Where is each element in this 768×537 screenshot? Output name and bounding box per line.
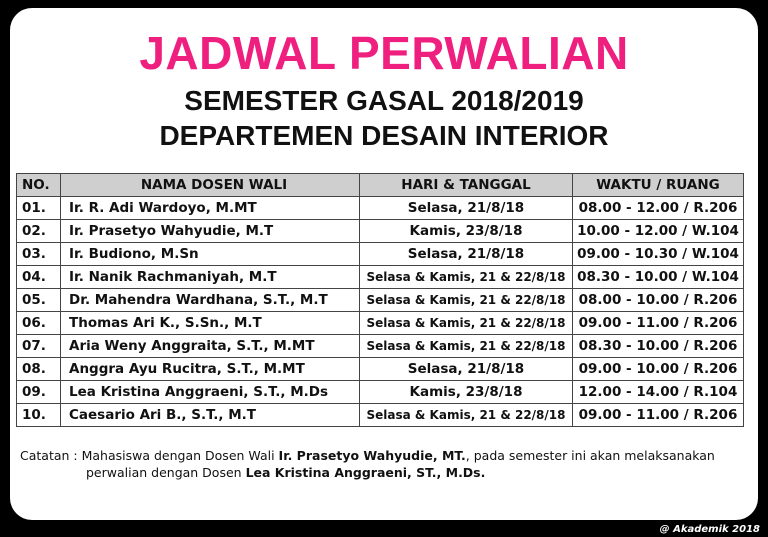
- table-row: [17, 197, 744, 220]
- table-row: [17, 312, 744, 335]
- cell-day: Selasa, 21/8/18: [360, 197, 573, 220]
- header-no: NO.: [17, 174, 61, 197]
- cell-day: Selasa & Kamis, 21 & 22/8/18: [360, 335, 573, 358]
- note-text-1: Mahasiswa dengan Dosen Wali: [81, 448, 279, 463]
- table-row: [17, 358, 744, 381]
- note-block: [20, 447, 740, 481]
- cell-no: 05.: [17, 289, 61, 312]
- cell-no: 06.: [17, 312, 61, 335]
- cell-day: Kamis, 23/8/18: [360, 381, 573, 404]
- cell-no: 04.: [17, 266, 61, 289]
- cell-no: 10.: [17, 404, 61, 427]
- header-name: NAMA DOSEN WALI: [61, 174, 360, 197]
- cell-name: Aria Weny Anggraita, S.T., M.MT: [61, 335, 360, 358]
- cell-time: 10.00 - 12.00 / W.104: [573, 220, 744, 243]
- note-bold-2: Lea Kristina Anggraeni, ST., M.Ds.: [245, 465, 486, 480]
- department-subtitle: DEPARTEMEN DESAIN INTERIOR: [159, 120, 609, 151]
- cell-no: 08.: [17, 358, 61, 381]
- cell-name: Ir. R. Adi Wardoyo, M.MT: [61, 197, 360, 220]
- cell-time: 08.00 - 10.00 / R.206: [573, 289, 744, 312]
- cell-no: 03.: [17, 243, 61, 266]
- cell-name: Ir. Prasetyo Wahyudie, M.T: [61, 220, 360, 243]
- table-row: [17, 381, 744, 404]
- cell-name: Thomas Ari K., S.Sn., M.T: [61, 312, 360, 335]
- cell-day: Selasa & Kamis, 21 & 22/8/18: [360, 404, 573, 427]
- cell-name: Caesario Ari B., S.T., M.T: [61, 404, 360, 427]
- table-row: [17, 289, 744, 312]
- note-label: Catatan :: [20, 448, 78, 463]
- cell-time: 09.00 - 10.00 / R.206: [573, 358, 744, 381]
- poster-frame: [10, 8, 758, 520]
- cell-day: Kamis, 23/8/18: [360, 220, 573, 243]
- page-title: JADWAL PERWALIAN: [139, 27, 629, 79]
- cell-no: 07.: [17, 335, 61, 358]
- cell-time: 08.30 - 10.00 / R.206: [573, 335, 744, 358]
- cell-name: Ir. Budiono, M.Sn: [61, 243, 360, 266]
- cell-day: Selasa, 21/8/18: [360, 358, 573, 381]
- cell-name: Ir. Nanik Rachmaniyah, M.T: [61, 266, 360, 289]
- cell-no: 09.: [17, 381, 61, 404]
- cell-time: 09.00 - 11.00 / R.206: [573, 404, 744, 427]
- table-row: [17, 243, 744, 266]
- cell-day: Selasa & Kamis, 21 & 22/8/18: [360, 312, 573, 335]
- note-text-2: , pada semester ini akan melaksanakan: [465, 448, 715, 463]
- cell-day: Selasa, 21/8/18: [360, 243, 573, 266]
- table-row: [17, 335, 744, 358]
- cell-name: Anggra Ayu Rucitra, S.T., M.MT: [61, 358, 360, 381]
- cell-day: Selasa & Kamis, 21 & 22/8/18: [360, 289, 573, 312]
- cell-name: Lea Kristina Anggraeni, S.T., M.Ds: [61, 381, 360, 404]
- cell-no: 02.: [17, 220, 61, 243]
- note-second-line: [20, 464, 740, 481]
- cell-time: 09.00 - 11.00 / R.206: [573, 312, 744, 335]
- cell-time: 12.00 - 14.00 / R.104: [573, 381, 744, 404]
- cell-time: 08.00 - 12.00 / R.206: [573, 197, 744, 220]
- table-row: [17, 220, 744, 243]
- header-day: HARI & TANGGAL: [360, 174, 573, 197]
- cell-time: 09.00 - 10.30 / W.104: [573, 243, 744, 266]
- footer-credit: @ Akademik 2018: [659, 524, 760, 535]
- header-time: WAKTU / RUANG: [573, 174, 744, 197]
- table-header-row: [17, 174, 744, 197]
- table-row: [17, 266, 744, 289]
- note-bold-1: Ir. Prasetyo Wahyudie, MT.: [278, 448, 466, 463]
- cell-day: Selasa & Kamis, 21 & 22/8/18: [360, 266, 573, 289]
- cell-name: Dr. Mahendra Wardhana, S.T., M.T: [61, 289, 360, 312]
- schedule-table: [16, 173, 744, 427]
- cell-no: 01.: [17, 197, 61, 220]
- semester-subtitle: SEMESTER GASAL 2018/2019: [184, 85, 584, 116]
- note-text-3: perwalian dengan Dosen: [86, 465, 246, 480]
- table-row: [17, 404, 744, 427]
- cell-time: 08.30 - 10.00 / W.104: [573, 266, 744, 289]
